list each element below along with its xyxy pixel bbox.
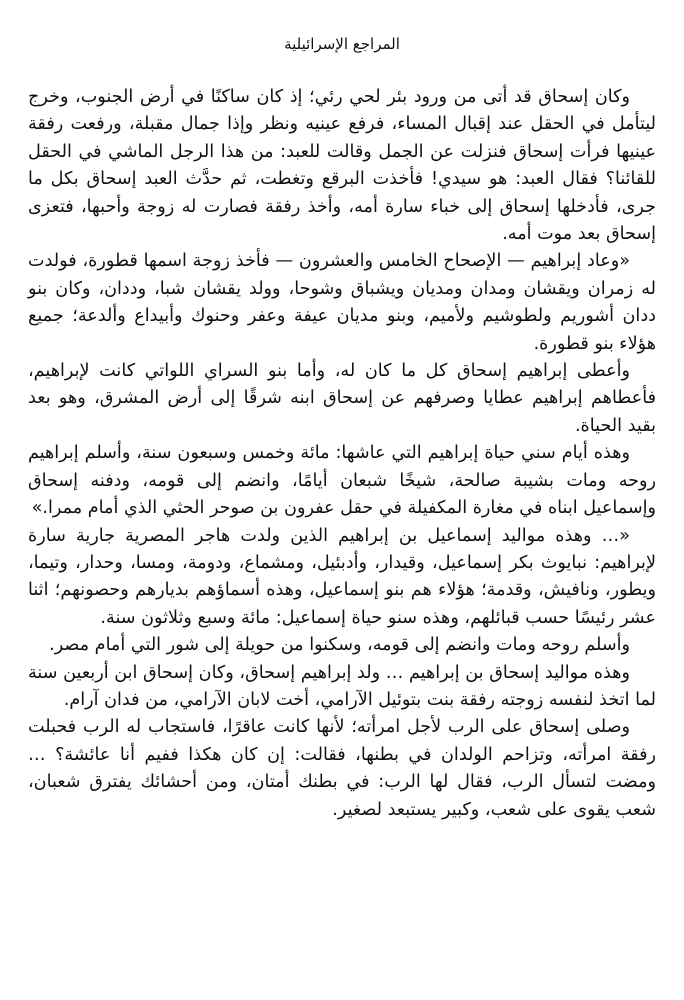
paragraph: وأعطى إبراهيم إسحاق كل ما كان له، وأما بنو السراي اللواتي كانت لإبراهيم، فأعطاهم إبراهيم عطايا وصرفهم عن إسحاق ابنه شرقًا إلى أرض المشرق، وهو بعد بقيد الحياة. [28,361,656,436]
running-header: المراجع الإسرائيلية [284,35,400,53]
paragraph: وأسلم روحه ومات وانضم إلى قومه، وسكنوا من حويلة إلى شور التي أمام مصر. [49,635,630,656]
paragraph: وهذه أيام سني حياة إبراهيم التي عاشها: مائة وخمس وسبعون سنة، وأسلم إبراهيم روحه ومات بشيبة صالحة، شيخًا شبعان أيامًا، وانضم إلى قومه، ودفنه إسحاق وإسماعيل ابناه في مغارة المكفيلة في حقل عفرون بن صوحر الحثي الذي أمام ممرا.» [28,443,656,519]
paragraph: وهذه مواليد إسحاق بن إبراهيم … ولد إبراهيم إسحاق، وكان إسحاق ابن أربعين سنة لما اتخذ لنفسه زوجته رفقة بنت بتوئيل الآرامي، أخت لابان الآرامي، من فدان آرام. [28,662,656,710]
paragraph: «… وهذه مواليد إسماعيل بن إبراهيم الذين ولدت هاجر المصرية جارية سارة لإبراهيم: نبايوث بكر إسماعيل، وقيدار، وأدبئيل، ومشماع، ودومة، ومسا، وحدار، وتيما، ويطور، ونافيش، وقدمة؛ هؤلاء هم بنو إسماعيل، وهذه أسماؤهم بديارهم وحصونهم؛ اثنا عشر رئيسًا حسب قبائلهم، وهذه سنو حياة إسماعيل: مائة وسبع وثلاثون سنة. [28,525,656,628]
paragraph: وصلى إسحاق على الرب لأجل امرأته؛ لأنها كانت عاقرًا، فاستجاب له الرب فحبلت رفقة امرأته، وتزاحم الولدان في بطنها، فقالت: إن كان هكذا ففيم أنا عائشة؟ … ومضت لتسأل الرب، فقال لها الرب: في بطنك أمتان، ومن أحشائك يفترق شعبان، شعب يقوى على شعب، وكبير يستبعد لصغير. [28,717,656,820]
body-text [28,84,656,824]
paragraph: «وعاد إبراهيم — الإصحاح الخامس والعشرون — فأخذ زوجة اسمها قطورة، فولدت له زمران ويقشان ومدان ومديان ويشباق وشوحا، وولد يقشان شبا، وددان، وكان بنو ددان أشوريم ولطوشيم ولأميم، وبنو مديان عيفة وعفر وحنوك وأبيداع وألدعة؛ جميع هؤلاء بنو قطورة. [28,251,656,354]
paragraph: وكان إسحاق قد أتى من ورود بئر لحي رئي؛ إذ كان ساكنًا في أرض الجنوب، وخرج ليتأمل في الحقل عند إقبال المساء، فرفع عينيه ونظر وإذا جمال مقبلة، ورفعت رفقة عينيها فرأت إسحاق فنزلت عن الجمل وقالت للعبد: من هذا الرجل الماشي في الحقل للقائنا؟ فقال العبد: هو سيدي! فأخذت البرقع وتغطت، ثم حدَّث العبد إسحاق بكل ما جرى، فأدخلها إسحاق إلى خباء سارة أمه، وأخذ رفقة فصارت له زوجة وأحبها، فتعزى إسحاق بعد موت أمه. [28,87,656,245]
